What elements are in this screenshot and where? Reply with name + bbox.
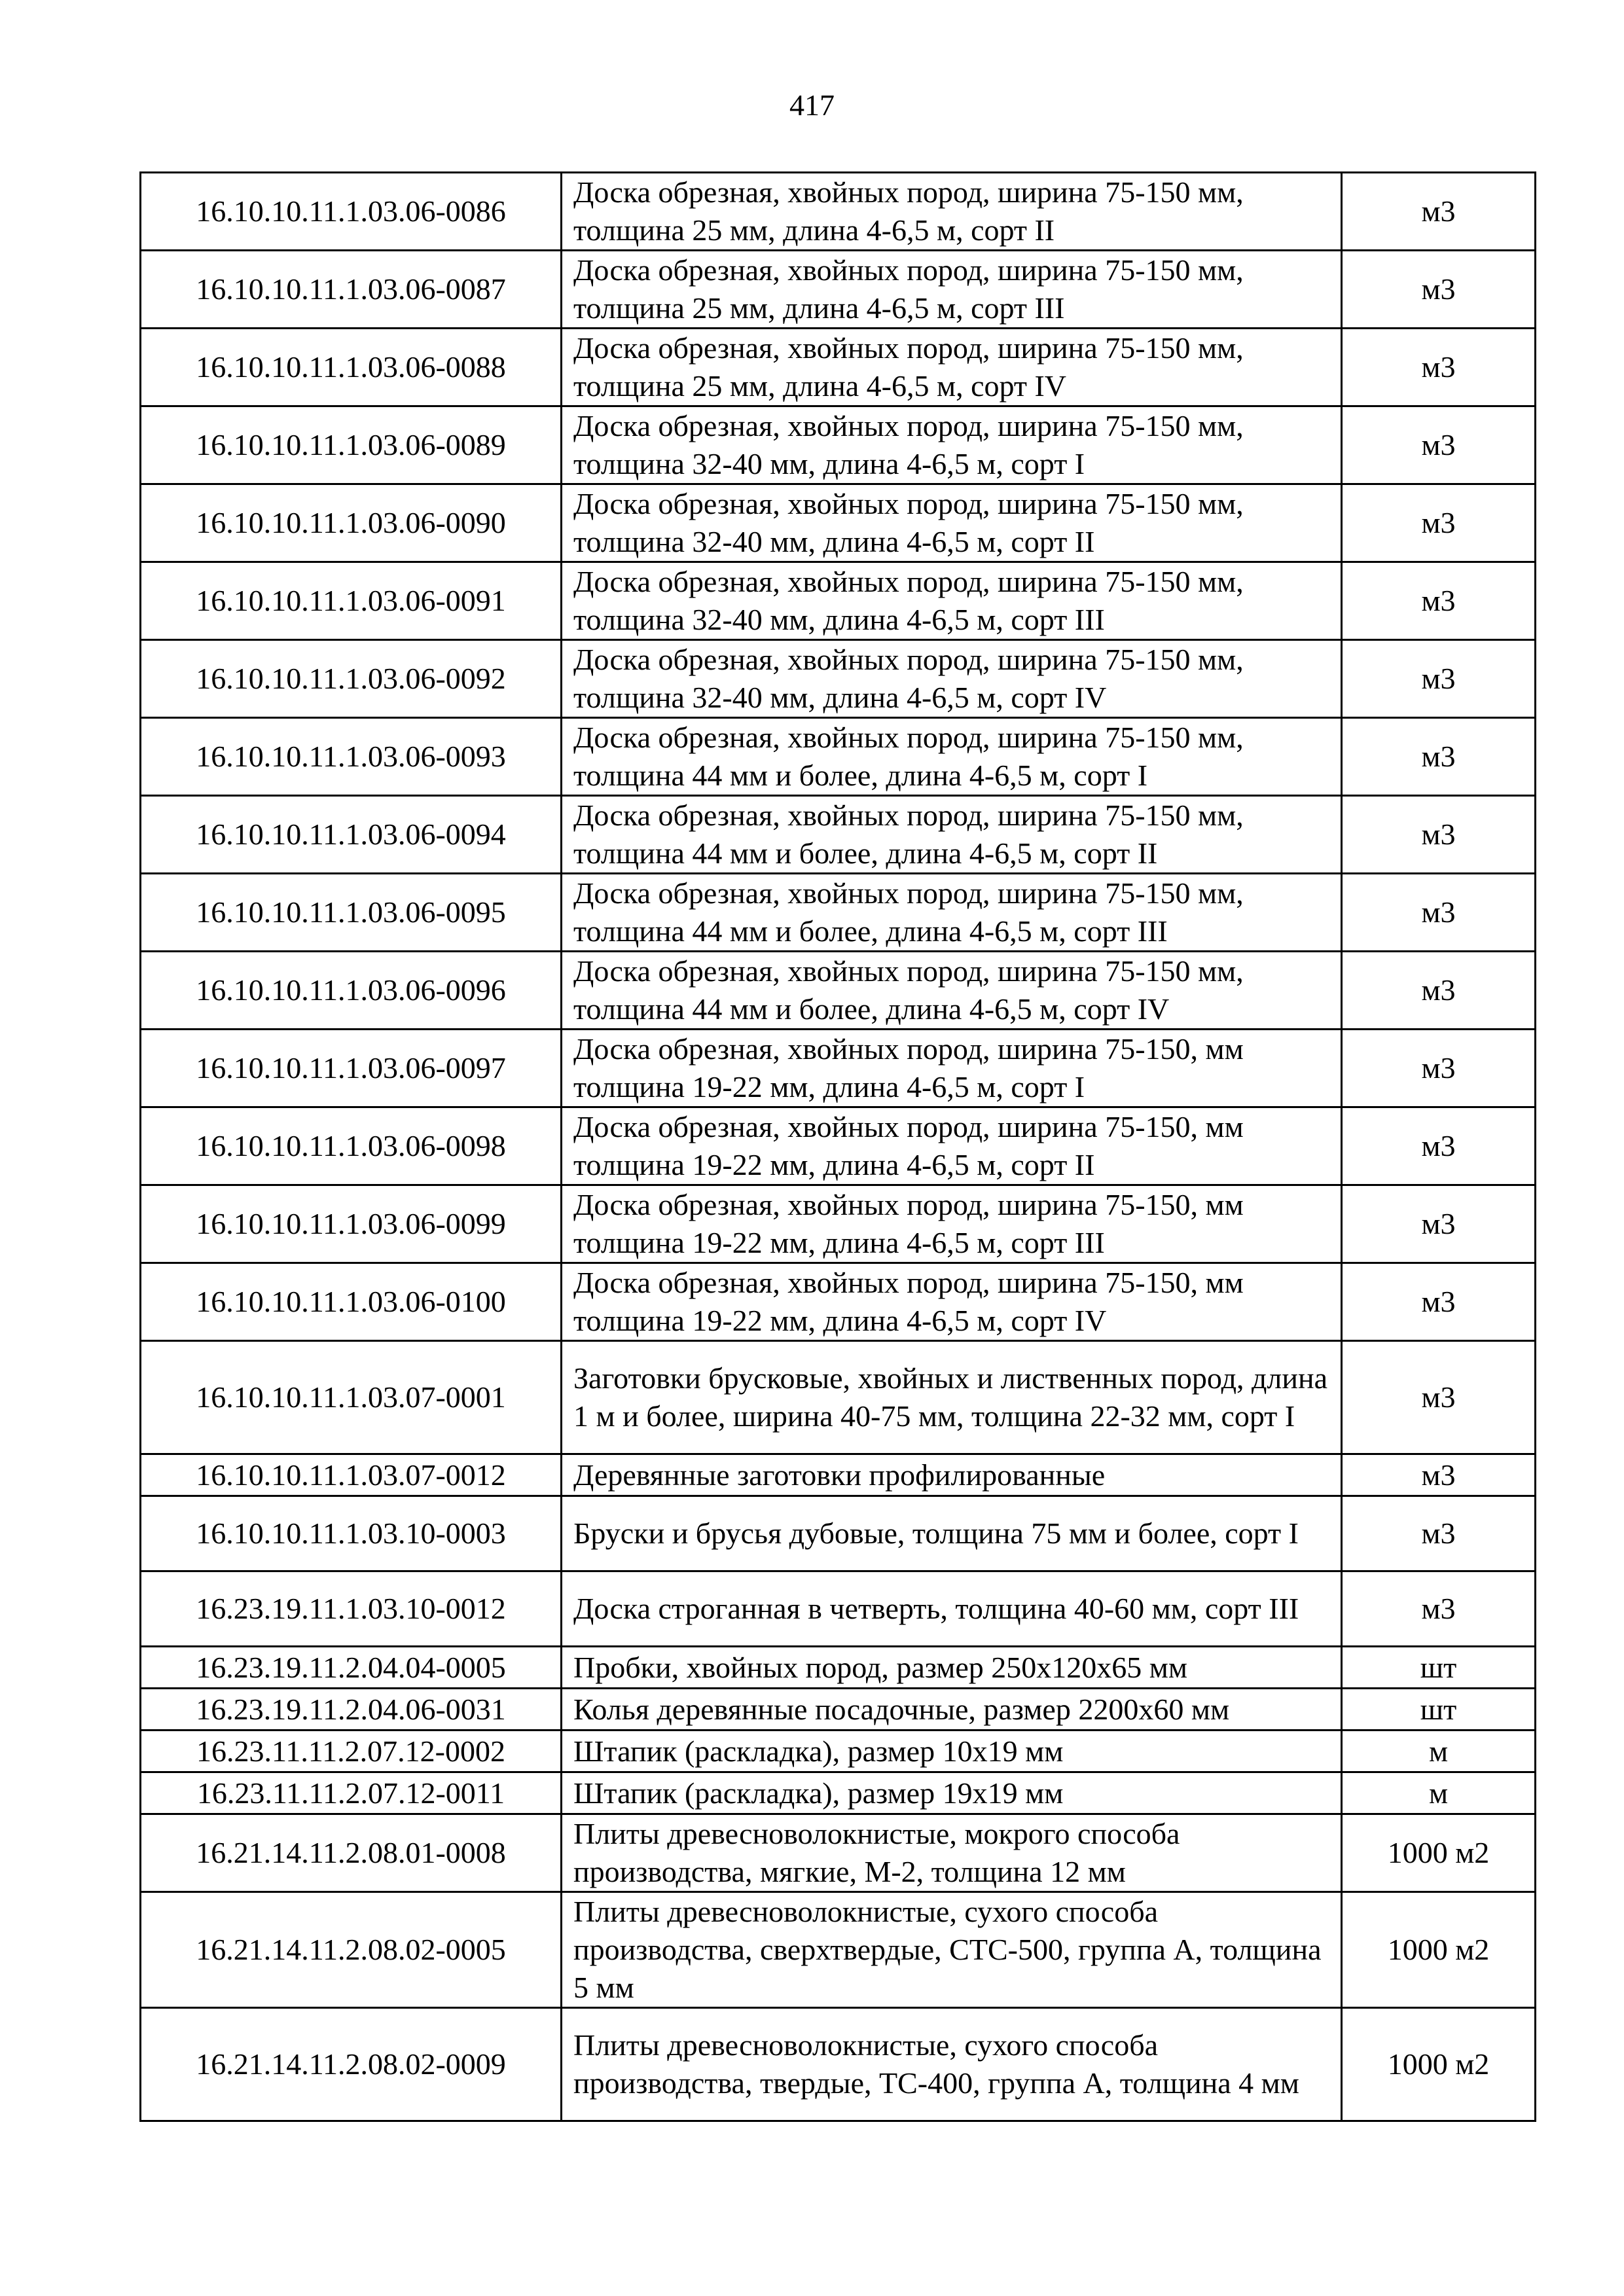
table-row	[141, 952, 1536, 1030]
table-row	[141, 1814, 1536, 1892]
table-row	[141, 1689, 1536, 1731]
row-unit: м3	[1342, 329, 1536, 406]
row-description: Доска обрезная, хвойных пород, ширина 75-150 мм, толщина 44 мм и более, длина 4-6,5 м, сорт IV	[562, 952, 1342, 1030]
table-row	[141, 796, 1536, 874]
row-unit: м3	[1342, 952, 1536, 1030]
row-code: 16.10.10.11.1.03.06-0092	[141, 640, 562, 718]
row-unit: м3	[1342, 718, 1536, 796]
row-unit: м3	[1342, 1030, 1536, 1107]
materials-table	[139, 171, 1536, 2122]
row-description: Доска обрезная, хвойных пород, ширина 75-150 мм, толщина 44 мм и более, длина 4-6,5 м, сорт I	[562, 718, 1342, 796]
table-row	[141, 1772, 1536, 1814]
table-row	[141, 562, 1536, 640]
row-description: Бруски и брусья дубовые, толщина 75 мм и более, сорт I	[562, 1496, 1342, 1571]
row-unit: м3	[1342, 173, 1536, 251]
row-unit: м3	[1342, 1454, 1536, 1496]
table-row	[141, 2008, 1536, 2121]
table-row	[141, 1892, 1536, 2008]
row-code: 16.10.10.11.1.03.06-0086	[141, 173, 562, 251]
row-code: 16.10.10.11.1.03.06-0096	[141, 952, 562, 1030]
row-description: Доска обрезная, хвойных пород, ширина 75-150 мм, толщина 25 мм, длина 4-6,5 м, сорт IV	[562, 329, 1342, 406]
row-code: 16.10.10.11.1.03.07-0001	[141, 1341, 562, 1454]
row-unit: шт	[1342, 1647, 1536, 1689]
row-code: 16.10.10.11.1.03.07-0012	[141, 1454, 562, 1496]
row-code: 16.23.19.11.2.04.06-0031	[141, 1689, 562, 1731]
row-description: Плиты древесноволокнистые, мокрого способа производства, мягкие, М-2, толщина 12 мм	[562, 1814, 1342, 1892]
row-description: Доска обрезная, хвойных пород, ширина 75-150 мм, толщина 32-40 мм, длина 4-6,5 м, сорт II	[562, 484, 1342, 562]
row-code: 16.10.10.11.1.03.06-0094	[141, 796, 562, 874]
row-code: 16.10.10.11.1.03.06-0088	[141, 329, 562, 406]
row-description: Доска обрезная, хвойных пород, ширина 75-150, мм толщина 19-22 мм, длина 4-6,5 м, сорт II	[562, 1107, 1342, 1185]
row-description: Доска обрезная, хвойных пород, ширина 75-150, мм толщина 19-22 мм, длина 4-6,5 м, сорт I	[562, 1030, 1342, 1107]
row-code: 16.10.10.11.1.03.06-0097	[141, 1030, 562, 1107]
row-description: Доска обрезная, хвойных пород, ширина 75-150 мм, толщина 44 мм и более, длина 4-6,5 м, сорт II	[562, 796, 1342, 874]
row-description: Доска обрезная, хвойных пород, ширина 75-150 мм, толщина 32-40 мм, длина 4-6,5 м, сорт III	[562, 562, 1342, 640]
row-code: 16.10.10.11.1.03.06-0091	[141, 562, 562, 640]
table-row	[141, 1263, 1536, 1341]
row-code: 16.10.10.11.1.03.06-0093	[141, 718, 562, 796]
row-unit: м3	[1342, 406, 1536, 484]
row-description: Доска обрезная, хвойных пород, ширина 75-150, мм толщина 19-22 мм, длина 4-6,5 м, сорт III	[562, 1185, 1342, 1263]
row-unit: м3	[1342, 796, 1536, 874]
row-code: 16.10.10.11.1.03.06-0089	[141, 406, 562, 484]
row-description: Колья деревянные посадочные, размер 2200x60 мм	[562, 1689, 1342, 1731]
row-unit: м3	[1342, 1263, 1536, 1341]
row-description: Доска обрезная, хвойных пород, ширина 75-150 мм, толщина 25 мм, длина 4-6,5 м, сорт III	[562, 251, 1342, 329]
table-row	[141, 329, 1536, 406]
table-row	[141, 1731, 1536, 1772]
row-description: Доска обрезная, хвойных пород, ширина 75-150 мм, толщина 44 мм и более, длина 4-6,5 м, сорт III	[562, 874, 1342, 952]
row-code: 16.23.19.11.1.03.10-0012	[141, 1571, 562, 1647]
table-row	[141, 484, 1536, 562]
row-unit: 1000 м2	[1342, 1892, 1536, 2008]
table-row	[141, 406, 1536, 484]
row-unit: м3	[1342, 1571, 1536, 1647]
row-code: 16.10.10.11.1.03.06-0090	[141, 484, 562, 562]
row-unit: м3	[1342, 484, 1536, 562]
row-description: Пробки, хвойных пород, размер 250x120x65 мм	[562, 1647, 1342, 1689]
row-code: 16.10.10.11.1.03.06-0099	[141, 1185, 562, 1263]
table-row	[141, 1496, 1536, 1571]
row-unit: м3	[1342, 1496, 1536, 1571]
row-unit: м	[1342, 1731, 1536, 1772]
row-unit: м3	[1342, 1341, 1536, 1454]
row-description: Штапик (раскладка), размер 19x19 мм	[562, 1772, 1342, 1814]
row-unit: 1000 м2	[1342, 1814, 1536, 1892]
table-row	[141, 251, 1536, 329]
table-row	[141, 173, 1536, 251]
page-number: 417	[789, 88, 835, 122]
table-row	[141, 1571, 1536, 1647]
row-code: 16.10.10.11.1.03.10-0003	[141, 1496, 562, 1571]
row-code: 16.10.10.11.1.03.06-0095	[141, 874, 562, 952]
row-code: 16.10.10.11.1.03.06-0087	[141, 251, 562, 329]
row-code: 16.23.11.11.2.07.12-0002	[141, 1731, 562, 1772]
row-code: 16.21.14.11.2.08.02-0005	[141, 1892, 562, 2008]
row-unit: м3	[1342, 1185, 1536, 1263]
row-unit: м3	[1342, 1107, 1536, 1185]
row-description: Доска обрезная, хвойных пород, ширина 75-150 мм, толщина 25 мм, длина 4-6,5 м, сорт II	[562, 173, 1342, 251]
row-description: Заготовки брусковые, хвойных и лиственных пород, длина 1 м и более, ширина 40-75 мм, толщина 22-32 мм, сорт I	[562, 1341, 1342, 1454]
row-unit: шт	[1342, 1689, 1536, 1731]
row-description: Доска обрезная, хвойных пород, ширина 75-150, мм толщина 19-22 мм, длина 4-6,5 м, сорт IV	[562, 1263, 1342, 1341]
table-row	[141, 718, 1536, 796]
table-row	[141, 1107, 1536, 1185]
row-code: 16.10.10.11.1.03.06-0100	[141, 1263, 562, 1341]
row-description: Доска обрезная, хвойных пород, ширина 75-150 мм, толщина 32-40 мм, длина 4-6,5 м, сорт I	[562, 406, 1342, 484]
table-row	[141, 874, 1536, 952]
row-unit: м3	[1342, 640, 1536, 718]
row-unit: м3	[1342, 562, 1536, 640]
row-code: 16.21.14.11.2.08.01-0008	[141, 1814, 562, 1892]
row-description: Плиты древесноволокнистые, сухого способа производства, твердые, ТС-400, группа А, толщина 4 мм	[562, 2008, 1342, 2121]
row-description: Доска строганная в четверть, толщина 40-60 мм, сорт III	[562, 1571, 1342, 1647]
row-description: Штапик (раскладка), размер 10x19 мм	[562, 1731, 1342, 1772]
row-description: Доска обрезная, хвойных пород, ширина 75-150 мм, толщина 32-40 мм, длина 4-6,5 м, сорт IV	[562, 640, 1342, 718]
table-row	[141, 1030, 1536, 1107]
row-description: Деревянные заготовки профилированные	[562, 1454, 1342, 1496]
row-code: 16.21.14.11.2.08.02-0009	[141, 2008, 562, 2121]
row-code: 16.23.19.11.2.04.04-0005	[141, 1647, 562, 1689]
table-row	[141, 640, 1536, 718]
row-code: 16.23.11.11.2.07.12-0011	[141, 1772, 562, 1814]
row-unit: м	[1342, 1772, 1536, 1814]
row-code: 16.10.10.11.1.03.06-0098	[141, 1107, 562, 1185]
row-description: Плиты древесноволокнистые, сухого способа производства, сверхтвердые, СТС-500, группа А, толщина 5 мм	[562, 1892, 1342, 2008]
row-unit: м3	[1342, 251, 1536, 329]
table-row	[141, 1454, 1536, 1496]
table-row	[141, 1185, 1536, 1263]
table-row	[141, 1341, 1536, 1454]
row-unit: м3	[1342, 874, 1536, 952]
table-row	[141, 1647, 1536, 1689]
row-unit: 1000 м2	[1342, 2008, 1536, 2121]
